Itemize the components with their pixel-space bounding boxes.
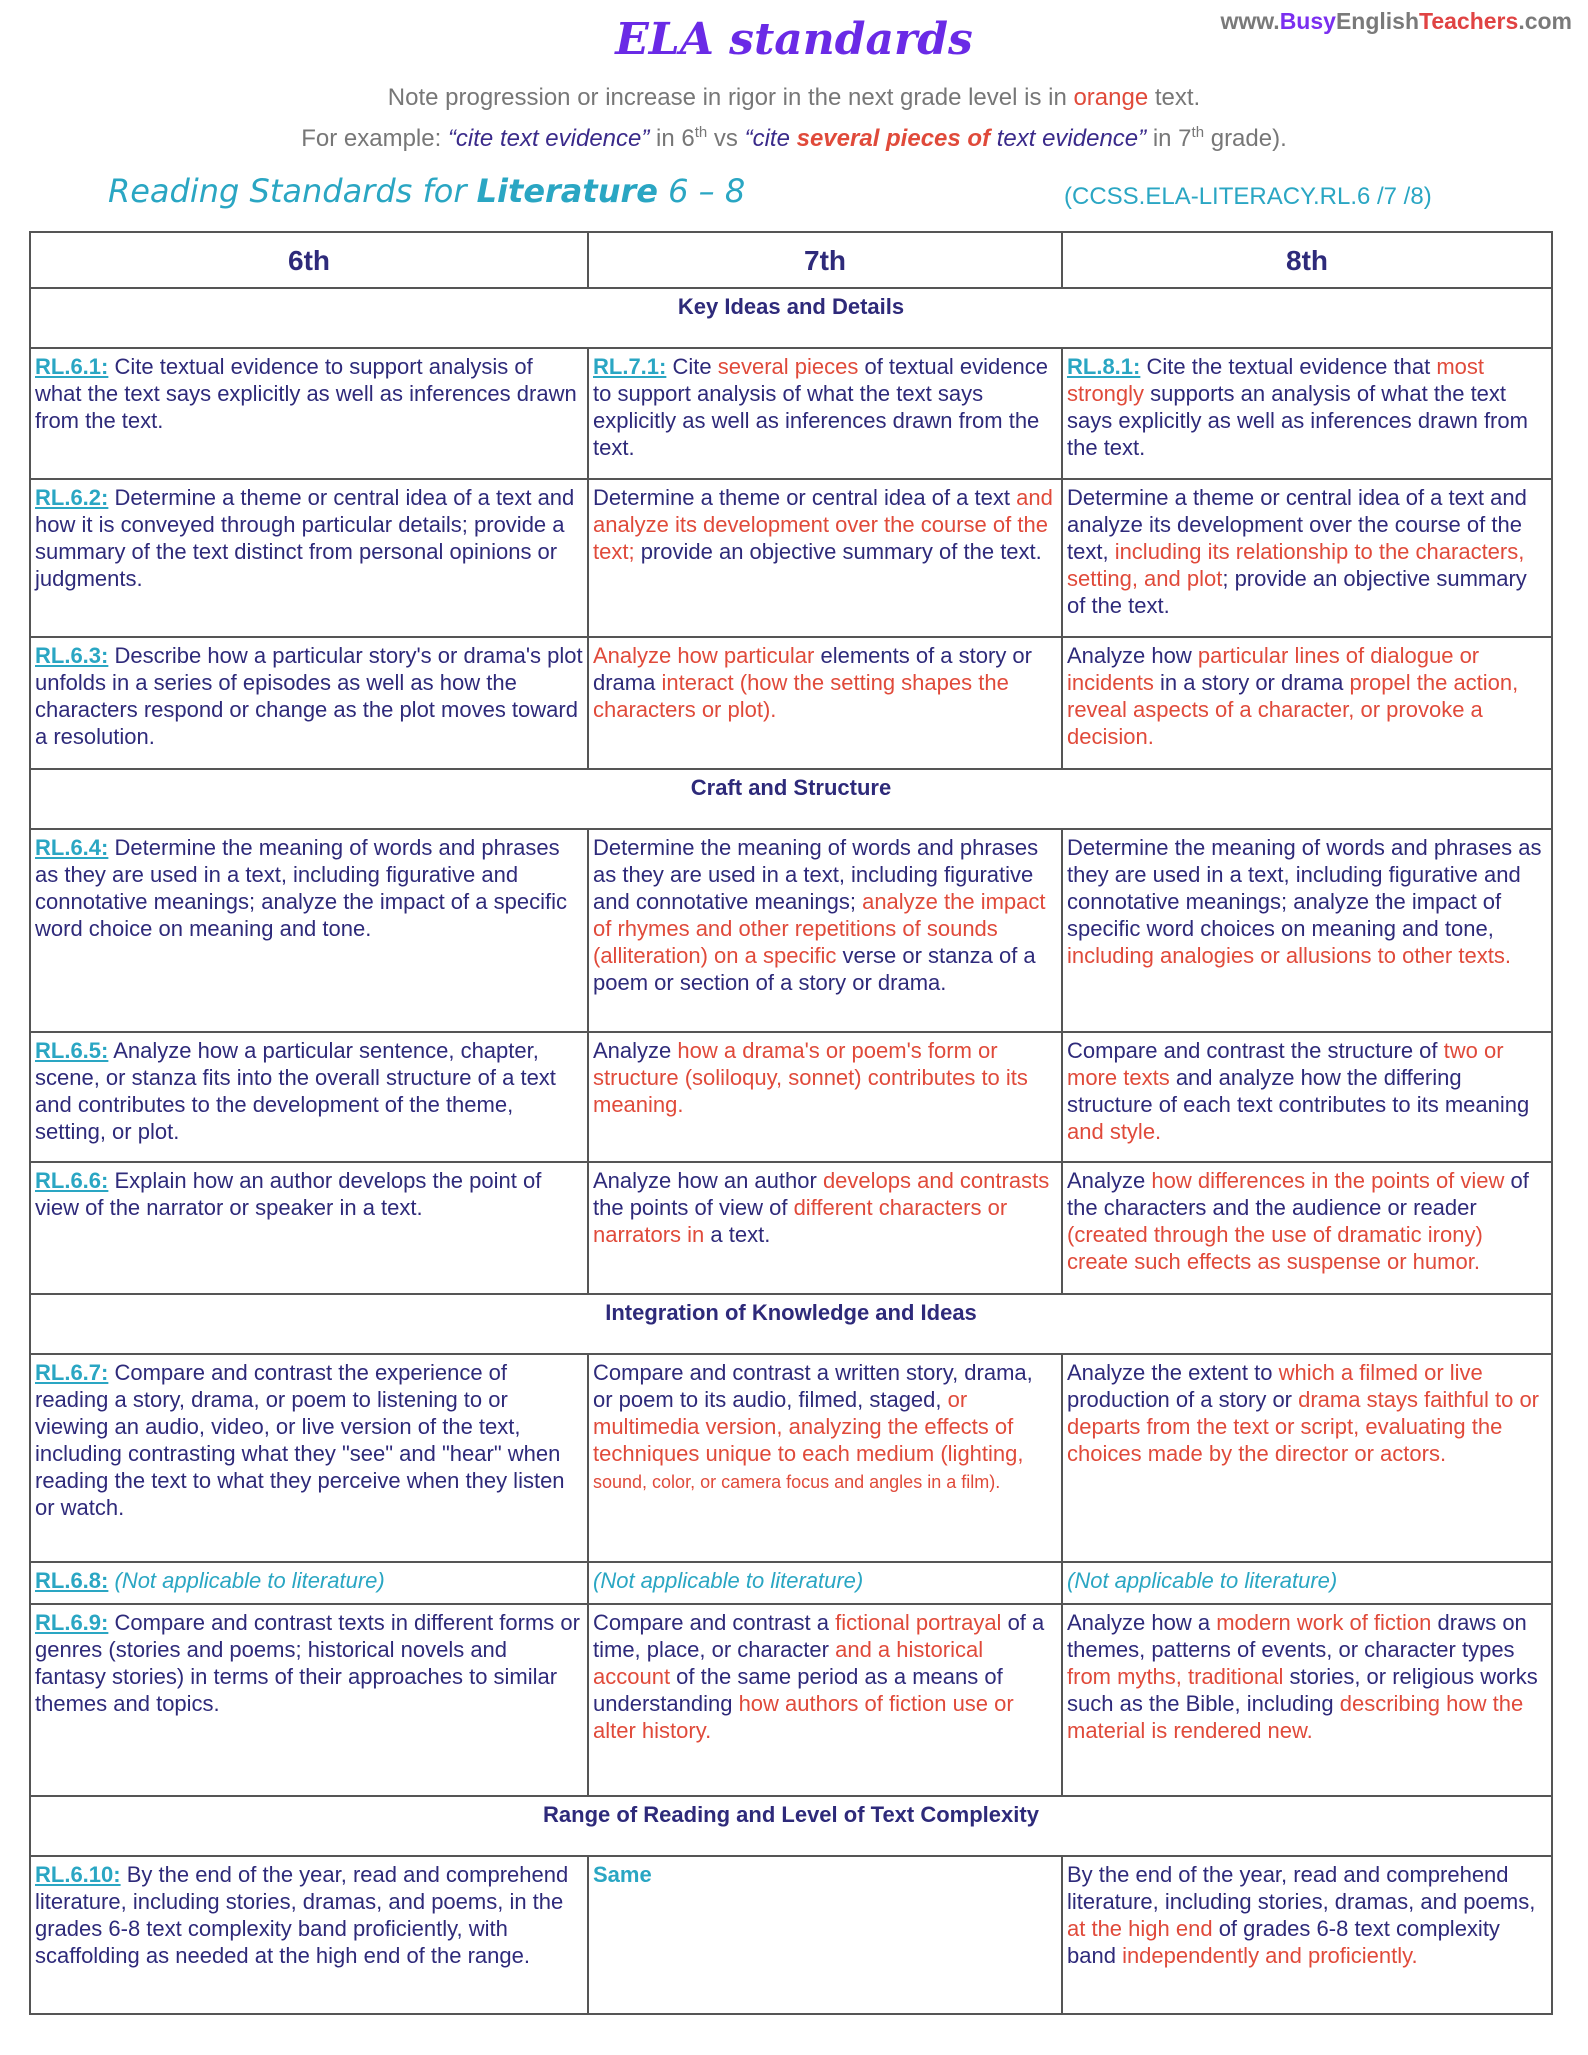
category-craft: Craft and Structure [30, 769, 1552, 829]
grade-header-row [30, 232, 1552, 288]
standard-cell-8th: By the end of the year, read and comprehend literature, including stories, dramas, and poems, at the high end of grades 6-8 text complexity band independently and proficiently. [1062, 1856, 1552, 2014]
standard-cell-6th: RL.6.4: Determine the meaning of words and phrases as they are used in a text, including figurative and connotative meanings; analyze the impact of a specific word choice on meaning and tone. [30, 829, 588, 1032]
table-row [30, 1856, 1552, 2014]
standard-cell-7th: RL.7.1: Cite several pieces of textual evidence to support analysis of what the text says explicitly as well as inferences drawn from the text. [588, 348, 1062, 479]
category-key-ideas: Key Ideas and Details [30, 288, 1552, 348]
grade-header-7th: 7th [588, 232, 1062, 288]
standard-cell-6th: RL.6.6: Explain how an author develops the point of view of the narrator or speaker in a text. [30, 1162, 588, 1294]
standard-cell-6th: RL.6.9: Compare and contrast texts in different forms or genres (stories and poems; historical novels and fantasy stories) in terms of their approaches to similar themes and topics. [30, 1604, 588, 1796]
table-row [30, 1604, 1552, 1796]
standard-cell-6th: RL.6.2: Determine a theme or central idea of a text and how it is conveyed through particular details; provide a summary of the text distinct from personal opinions or judgments. [30, 479, 588, 637]
standard-cell-7th: Determine a theme or central idea of a text and analyze its development over the course of the text; provide an objective summary of the text. [588, 479, 1062, 637]
standard-cell-7th: Compare and contrast a fictional portrayal of a time, place, or character and a historical account of the same period as a means of understanding how authors of fiction use or alter history. [588, 1604, 1062, 1796]
grade-header-6th: 6th [30, 232, 588, 288]
standard-cell-8th: Determine a theme or central idea of a text and analyze its development over the course of the text, including its relationship to the characters, setting, and plot; provide an objective summary of the text. [1062, 479, 1552, 637]
standard-cell-7th: (Not applicable to literature) [588, 1562, 1062, 1604]
table-row [30, 1354, 1552, 1562]
table-row [30, 1032, 1552, 1162]
table-row [30, 829, 1552, 1032]
standard-cell-8th: Determine the meaning of words and phrases as they are used in a text, including figurative and connotative meanings; analyze the impact of specific word choices on meaning and tone, including analogies or allusions to other texts. [1062, 829, 1552, 1032]
standards-table [29, 231, 1553, 2015]
standard-cell-7th: Analyze how particular elements of a story or drama interact (how the setting shapes the characters or plot). [588, 637, 1062, 769]
standard-cell-6th: RL.6.8: (Not applicable to literature) [30, 1562, 588, 1604]
table-row [30, 1562, 1552, 1604]
table-row [30, 637, 1552, 769]
ccss-code: (CCSS.ELA-LITERACY.RL.6 /7 /8) [1064, 183, 1432, 210]
standard-cell-8th: Analyze the extent to which a filmed or live production of a story or drama stays faithful to or departs from the text or script, evaluating the choices made by the director or actors. [1062, 1354, 1552, 1562]
section-heading: Reading Standards for Literature 6 – 8 [108, 172, 746, 210]
standard-cell-6th: RL.6.10: By the end of the year, read and comprehend literature, including stories, dramas, and poems, in the grades 6-8 text complexity band proficiently, with scaffolding as needed at the high end of the range. [30, 1856, 588, 2014]
standard-cell-8th: Analyze how differences in the points of view of the characters and the audience or reader (created through the use of dramatic irony) create such effects as suspense or humor. [1062, 1162, 1552, 1294]
standard-cell-6th: RL.6.5: Analyze how a particular sentence, chapter, scene, or stanza fits into the overall structure of a text and contributes to the development of the theme, setting, or plot. [30, 1032, 588, 1162]
standard-cell-7th: Compare and contrast a written story, drama, or poem to its audio, filmed, staged, or multimedia version, analyzing the effects of techniques unique to each medium (lighting, sound, color, or camera focus and angles in a film). [588, 1354, 1062, 1562]
standard-cell-8th: RL.8.1: Cite the textual evidence that most strongly supports an analysis of what the text says explicitly as well as inferences drawn from the text. [1062, 348, 1552, 479]
standard-cell-6th: RL.6.1: Cite textual evidence to support analysis of what the text says explicitly as well as inferences drawn from the text. [30, 348, 588, 479]
standard-cell-7th: Same [588, 1856, 1062, 2014]
category-integration: Integration of Knowledge and Ideas [30, 1294, 1552, 1354]
table-row [30, 348, 1552, 479]
standard-cell-8th: Analyze how a modern work of fiction draws on themes, patterns of events, or character types from myths, traditional stories, or religious works such as the Bible, including describing how the material is rendered new. [1062, 1604, 1552, 1796]
site-url: www.BusyEnglishTeachers.com [1220, 8, 1572, 34]
standard-cell-7th: Determine the meaning of words and phrases as they are used in a text, including figurative and connotative meanings; analyze the impact of rhymes and other repetitions of sounds (alliteration) on a specific verse or stanza of a poem or section of a story or drama. [588, 829, 1062, 1032]
standard-cell-6th: RL.6.3: Describe how a particular story's or drama's plot unfolds in a series of episodes as well as how the characters respond or change as the plot moves toward a resolution. [30, 637, 588, 769]
note-progression: Note progression or increase in rigor in the next grade level is in orange text. [387, 84, 1201, 111]
standard-cell-6th: RL.6.7: Compare and contrast the experience of reading a story, drama, or poem to listening to or viewing an audio, video, or live version of the text, including contrasting what they "see" and "hear" when reading the text to what they perceive when they listen or watch. [30, 1354, 588, 1562]
standard-cell-7th: Analyze how an author develops and contrasts the points of view of different characters or narrators in a text. [588, 1162, 1062, 1294]
category-range: Range of Reading and Level of Text Complexity [30, 1796, 1552, 1856]
standard-cell-8th: (Not applicable to literature) [1062, 1562, 1552, 1604]
standard-cell-8th: Analyze how particular lines of dialogue or incidents in a story or drama propel the action, reveal aspects of a character, or provoke a decision. [1062, 637, 1552, 769]
standard-cell-8th: Compare and contrast the structure of two or more texts and analyze how the differing structure of each text contributes to its meaning and style. [1062, 1032, 1552, 1162]
table-row [30, 479, 1552, 637]
note-example: For example: “cite text evidence” in 6th vs “cite several pieces of text evidence” in 7th grade). [301, 124, 1287, 152]
table-row [30, 1162, 1552, 1294]
standard-cell-7th: Analyze how a drama's or poem's form or structure (soliloquy, sonnet) contributes to its meaning. [588, 1032, 1062, 1162]
grade-header-8th: 8th [1062, 232, 1552, 288]
page-title: ELA standards [615, 14, 973, 65]
